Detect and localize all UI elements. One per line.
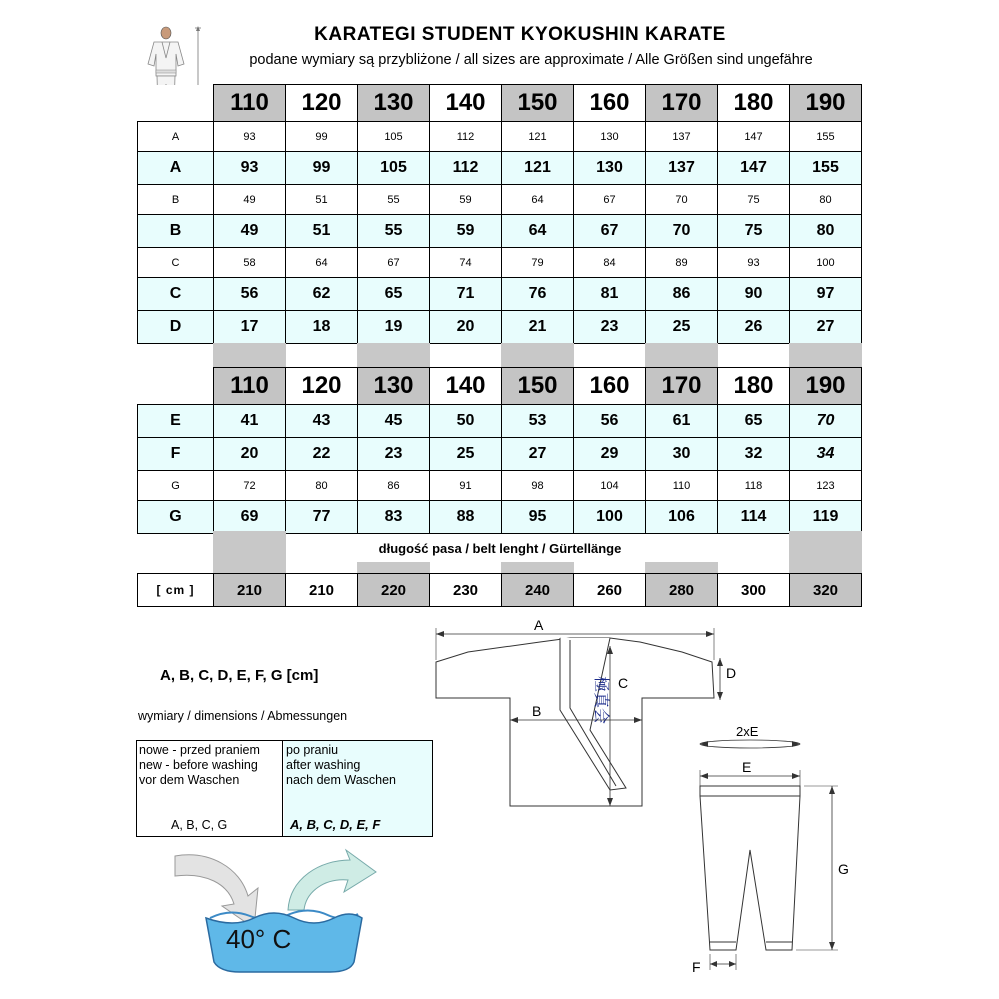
belt-length-cell: 260 (574, 574, 646, 607)
table-cell: 130 (574, 122, 646, 152)
table-cell: 19 (358, 311, 430, 344)
gap-block (645, 343, 718, 367)
table-cell: 123 (790, 471, 862, 501)
gap-block (357, 562, 430, 573)
table-cell: 53 (502, 405, 574, 438)
table-cell: 74 (430, 248, 502, 278)
table-cell: 98 (502, 471, 574, 501)
table-row (138, 311, 862, 344)
table-cell: 80 (790, 215, 862, 248)
table-cell: 97 (790, 278, 862, 311)
table-cell: 86 (358, 471, 430, 501)
table-cell: 22 (286, 438, 358, 471)
washing-info-box (136, 740, 433, 837)
table-cell: 137 (646, 152, 718, 185)
table-cell: 20 (430, 311, 502, 344)
table-cell: 90 (718, 278, 790, 311)
row-label: G (138, 501, 214, 534)
dimension-label-f: F (692, 959, 701, 975)
table-cell: 67 (574, 215, 646, 248)
table-cell: 112 (430, 152, 502, 185)
belt-length-cell: 210 (214, 574, 286, 607)
table-cell: 99 (286, 152, 358, 185)
table-cell: 34 (790, 438, 862, 471)
size-header-cell: 190 (790, 85, 862, 122)
dimension-label-b: B (532, 703, 542, 719)
size-header-cell: 130 (358, 368, 430, 405)
after-washing-line: after washing (286, 758, 361, 772)
belt-unit-label: [ cm ] (138, 574, 214, 607)
table-cell: 99 (286, 122, 358, 152)
gap-block (645, 562, 718, 573)
row-label: B (138, 215, 214, 248)
table-cell: 64 (502, 215, 574, 248)
table-cell: 93 (718, 248, 790, 278)
table-cell: 83 (358, 501, 430, 534)
gap-block (789, 531, 862, 573)
size-header-row (138, 368, 862, 405)
table-cell: 30 (646, 438, 718, 471)
table-cell: 25 (430, 438, 502, 471)
before-washing-panel (137, 741, 283, 836)
belt-length-cell: 230 (430, 574, 502, 607)
table-cell: 112 (430, 122, 502, 152)
after-washing-letters: A, B, C, D, E, F (290, 817, 381, 832)
size-header-cell: 170 (646, 85, 718, 122)
table-cell: 51 (286, 215, 358, 248)
table-cell: 72 (214, 471, 286, 501)
size-header-cell: 160 (574, 85, 646, 122)
table-cell: 121 (502, 152, 574, 185)
gap-block (501, 562, 574, 573)
table-cell: 130 (574, 152, 646, 185)
after-washing-line: po praniu (286, 743, 339, 757)
garment-diagram (420, 610, 870, 990)
table-cell: 81 (574, 278, 646, 311)
table-row (138, 185, 862, 215)
table-cell: 25 (646, 311, 718, 344)
size-table-bottom-body (138, 368, 862, 534)
table-cell: 100 (790, 248, 862, 278)
arrow-out-icon (288, 850, 376, 910)
table-cell: 62 (286, 278, 358, 311)
after-washing-line: nach dem Waschen (286, 773, 397, 787)
size-header-cell: 190 (790, 368, 862, 405)
table-cell: 147 (718, 152, 790, 185)
table-cell: 67 (574, 185, 646, 215)
table-cell: 80 (286, 471, 358, 501)
table-cell: 71 (430, 278, 502, 311)
table-cell: 91 (430, 471, 502, 501)
size-header-cell: 140 (430, 368, 502, 405)
table-cell: 61 (646, 405, 718, 438)
table-cell: 75 (718, 185, 790, 215)
table-cell: 27 (502, 438, 574, 471)
size-header-cell: 120 (286, 85, 358, 122)
dimensions-title: A, B, C, D, E, F, G [cm] (160, 667, 319, 684)
table-cell: 65 (718, 405, 790, 438)
table-cell: 56 (574, 405, 646, 438)
table-cell: 67 (358, 248, 430, 278)
belt-length-body (138, 574, 862, 607)
table-cell: 64 (502, 185, 574, 215)
row-label: E (138, 405, 214, 438)
gap-block (501, 343, 574, 367)
size-header-cell: 150 (502, 368, 574, 405)
size-table-top-body (138, 85, 862, 344)
table-cell: 100 (574, 501, 646, 534)
table-cell: 104 (574, 471, 646, 501)
table-cell: 137 (646, 122, 718, 152)
table-cell: 119 (790, 501, 862, 534)
size-header-cell: 180 (718, 85, 790, 122)
table-cell: 70 (790, 405, 862, 438)
dimension-label-a: A (534, 617, 544, 633)
table-row (138, 122, 862, 152)
dimension-label-2xe: 2xE (736, 724, 759, 739)
table-cell: 49 (214, 185, 286, 215)
belt-length-cell: 280 (646, 574, 718, 607)
table-cell: 86 (646, 278, 718, 311)
belt-caption: długość pasa / belt lenght / Gürtellänge (378, 541, 622, 556)
row-label: C (138, 248, 214, 278)
row-label: G (138, 471, 214, 501)
table-cell: 69 (214, 501, 286, 534)
table-cell: 93 (214, 152, 286, 185)
table-row (138, 215, 862, 248)
header-corner (138, 368, 214, 405)
pants-drawing (700, 786, 800, 950)
table-cell: 55 (358, 215, 430, 248)
table-cell: 80 (790, 185, 862, 215)
table-cell: 23 (358, 438, 430, 471)
gap-block (213, 343, 286, 367)
dimension-label-c: C (618, 675, 629, 691)
table-cell: 105 (358, 122, 430, 152)
before-washing-line: nowe - przed praniem (139, 743, 260, 757)
size-header-cell: 120 (286, 368, 358, 405)
table-cell: 65 (358, 278, 430, 311)
row-label: A (138, 152, 214, 185)
table-cell: 43 (286, 405, 358, 438)
before-washing-line: new - before washing (139, 758, 258, 772)
size-header-cell: 110 (214, 368, 286, 405)
table-cell: 114 (718, 501, 790, 534)
belt-length-cell: 210 (286, 574, 358, 607)
table-cell: 56 (214, 278, 286, 311)
table-cell: 77 (286, 501, 358, 534)
table-cell: 155 (790, 152, 862, 185)
dimensions-subtitle: wymiary / dimensions / Abmessungen (138, 709, 348, 723)
table-cell: 20 (214, 438, 286, 471)
belt-length-cell: 300 (718, 574, 790, 607)
table-cell: 21 (502, 311, 574, 344)
size-header-cell: 180 (718, 368, 790, 405)
table-cell: 59 (430, 185, 502, 215)
table-cell: 49 (214, 215, 286, 248)
table-cell: 23 (574, 311, 646, 344)
before-washing-letters: A, B, C, G (171, 818, 228, 832)
table-cell: 17 (214, 311, 286, 344)
size-table-bottom (137, 367, 862, 534)
table-cell: 93 (214, 122, 286, 152)
table-cell: 58 (214, 248, 286, 278)
dimension-label-d: D (726, 665, 737, 681)
size-header-cell: 130 (358, 85, 430, 122)
table-cell: 18 (286, 311, 358, 344)
size-header-cell: 170 (646, 368, 718, 405)
dimension-label-e: E (742, 759, 752, 775)
table-cell: 64 (286, 248, 358, 278)
after-washing-panel (284, 741, 432, 836)
table-cell: 88 (430, 501, 502, 534)
wash-basin-graphic (170, 848, 400, 978)
size-header-cell: 110 (214, 85, 286, 122)
table-row (138, 471, 862, 501)
table-cell: 45 (358, 405, 430, 438)
table-row (138, 278, 862, 311)
dimension-label-g: G (838, 861, 849, 877)
page-subtitle: podane wymiary są przybliżone / all sizes are approximate / Alle Größen sind ungefähre (249, 52, 813, 68)
table-cell: 155 (790, 122, 862, 152)
gap-block (357, 343, 430, 367)
table-cell: 26 (718, 311, 790, 344)
belt-length-table (137, 573, 862, 607)
table-cell: 29 (574, 438, 646, 471)
size-header-cell: 160 (574, 368, 646, 405)
table-cell: 84 (574, 248, 646, 278)
table-row (138, 248, 862, 278)
size-header-cell: 150 (502, 85, 574, 122)
row-label: C (138, 278, 214, 311)
table-row (138, 152, 862, 185)
table-cell: 55 (358, 185, 430, 215)
belt-length-cell: 240 (502, 574, 574, 607)
table-cell: 110 (646, 471, 718, 501)
table-cell: 70 (646, 215, 718, 248)
table-cell: 70 (646, 185, 718, 215)
table-cell: 59 (430, 215, 502, 248)
table-cell: 32 (718, 438, 790, 471)
arrow-in-icon (175, 855, 258, 928)
row-label: F (138, 438, 214, 471)
waist-ellipse (700, 740, 800, 748)
table-cell: 51 (286, 185, 358, 215)
size-header-cell: 140 (430, 85, 502, 122)
size-table-top (137, 84, 862, 344)
table-row (138, 438, 862, 471)
belt-length-cell: 320 (790, 574, 862, 607)
row-label: B (138, 185, 214, 215)
table-cell: 75 (718, 215, 790, 248)
page-title: KARATEGI STUDENT KYOKUSHIN KARATE (314, 24, 726, 45)
table-row (138, 501, 862, 534)
table-cell: 118 (718, 471, 790, 501)
table-cell: 79 (502, 248, 574, 278)
table-cell: 105 (358, 152, 430, 185)
kanji-logo-icon: 極真会 (592, 676, 611, 725)
belt-length-cell: 220 (358, 574, 430, 607)
gap-block (789, 343, 862, 367)
before-washing-line: vor dem Waschen (139, 773, 240, 787)
jacket-drawing (436, 638, 714, 806)
table-cell: 106 (646, 501, 718, 534)
table-cell: 147 (718, 122, 790, 152)
table-cell: 76 (502, 278, 574, 311)
row-label: A (138, 122, 214, 152)
table-cell: 27 (790, 311, 862, 344)
table-cell: 121 (502, 122, 574, 152)
table-cell: 89 (646, 248, 718, 278)
table-cell: 50 (430, 405, 502, 438)
table-row (138, 405, 862, 438)
wash-temperature: 40° C (226, 924, 292, 954)
size-header-row (138, 85, 862, 122)
table-cell: 41 (214, 405, 286, 438)
belt-row (138, 574, 862, 607)
table-cell: 95 (502, 501, 574, 534)
row-label: D (138, 311, 214, 344)
header-corner (138, 85, 214, 122)
